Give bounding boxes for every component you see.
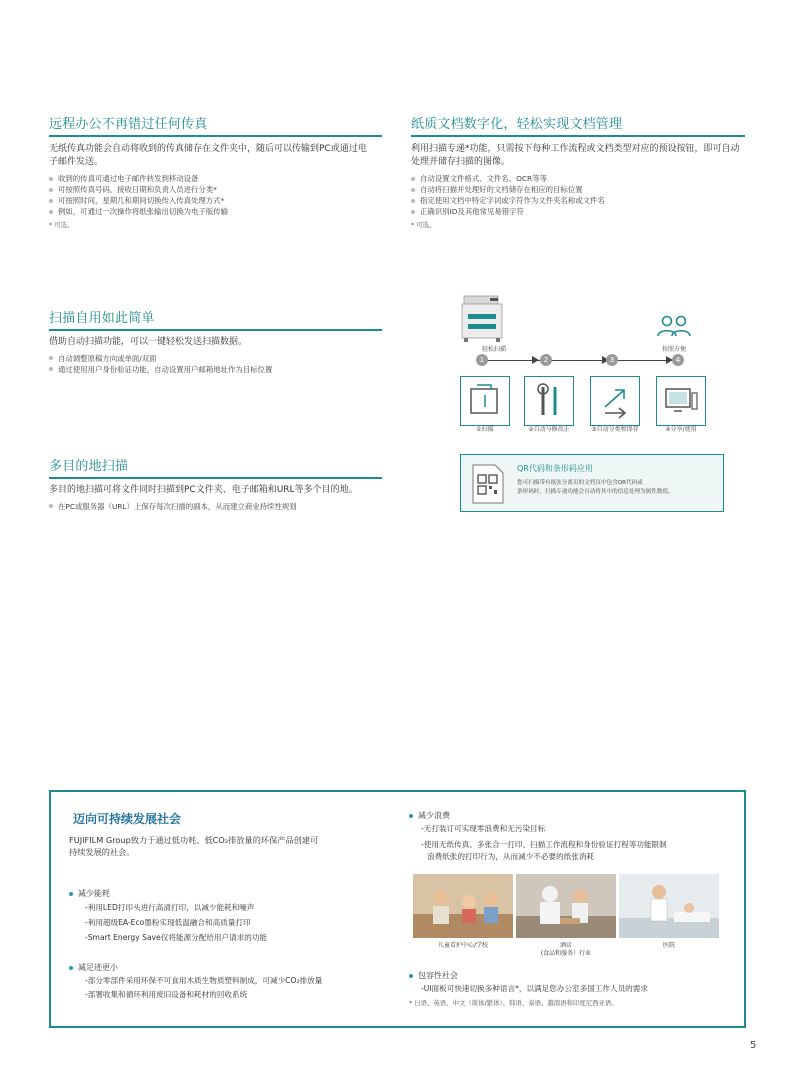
waste-head: 减少浪费	[409, 810, 743, 821]
energy-line: -利用LED打印头进行高清打印，以减少能耗和噪声	[85, 903, 255, 912]
sustain-intro-line2: 持续发展的社会。	[69, 847, 135, 857]
flow-line	[482, 360, 682, 361]
digitize-title: 纸质文档数字化，轻松实现文档管理	[411, 117, 623, 132]
scan-section	[49, 310, 382, 375]
waste-line: -无打装订可实现零浪费和无污染目标	[421, 824, 546, 833]
multi-section	[49, 458, 382, 512]
list-item: 自动设置文件格式、文件名、OCR等等	[411, 173, 745, 184]
waste-line: -使用无纸传真、多张合一打印、扫描工作流程和身份验证打程等功能限制	[421, 840, 667, 849]
digitize-intro: 利用扫描专递*功能，只需按下每种工作流程或文档类型对应的预设按钮，即可自动处理并储存扫描的图像。	[411, 144, 740, 167]
multi-intro: 多目的地扫描可将文件同时扫描到PC文件夹、电子邮箱和URL等多个目的地。	[49, 485, 358, 495]
inclusive-note: * 日语、英语、中文（简体/繁体）、韩语、泰语、越南语和印度尼西亚语。	[409, 999, 618, 1007]
list-item: 例如，可通过一次操作将纸张输出切换为电子版传输	[49, 206, 382, 217]
qr-title: QR代码和条形码应用	[517, 464, 593, 473]
scan-bullets	[49, 353, 382, 375]
share-top-label: 按照方便	[662, 346, 687, 353]
qr-box	[460, 454, 724, 512]
list-item: 指定使用文档中特定字词或字符作为文件夹名称或文件名	[411, 195, 745, 206]
sustain-title: 迈向可持续发展社会	[73, 812, 182, 826]
list-item: 在PC或服务器（URL）上保存每次扫描的副本，从而建立商业持续性规划	[49, 501, 382, 512]
arrow-icon	[532, 356, 539, 364]
multi-bullets	[49, 501, 382, 512]
inclusive-line: -UI面板可快速切换多种语言*，以满足您办公室多国工作人员的需求	[421, 984, 648, 993]
step-box-share	[656, 376, 706, 426]
inclusive-head: 包容性社会	[409, 970, 743, 981]
fax-section	[49, 116, 382, 229]
list-item: 可按照传真号码，接收日期和负责人员进行分类*	[49, 184, 382, 195]
step-label: ③自动分类和保存	[591, 426, 639, 433]
energy-line: -利用超级EA-Eco墨粉实现低温融合和高质量打印	[85, 918, 251, 927]
scan-rule	[49, 329, 382, 331]
fax-note: * 可选。	[49, 221, 74, 229]
photo-caption: 儿童看护中心/学校	[437, 942, 489, 949]
step-label: ②自动与修改正	[528, 426, 570, 433]
fax-bullets	[49, 173, 382, 217]
sustain-intro-line1: FUJIFILM Group致力于通过低功耗、低CO₂排放量的环保产品创建可	[69, 835, 319, 845]
step-box-sort	[590, 376, 640, 426]
fax-title: 远程办公不再错过任何传真	[49, 117, 208, 132]
scan-top-label: 轻松扫描	[482, 346, 507, 353]
digitize-note: * 可选。	[411, 221, 436, 229]
footprint-line: -部分零部件采用环保不可食用木质生物质塑料制成，可减少CO₂排放量	[85, 976, 323, 985]
photo-hospital	[619, 874, 719, 938]
workflow-diagram	[430, 290, 750, 440]
monitor-icon	[657, 377, 705, 425]
list-item: 自动将扫描并处理好的文档储存在相应的目标位置	[411, 184, 745, 195]
fax-rule	[49, 135, 382, 137]
qr-desc-line2: 条形码时，扫描专递功能会自动将其中的信息处理为属性数值。	[517, 489, 674, 495]
step-number: 1	[476, 354, 488, 366]
waste-block	[409, 810, 743, 863]
step-box-correct	[524, 376, 574, 426]
digitize-section	[411, 116, 745, 229]
sort-arrows-icon	[591, 377, 639, 425]
footprint-block	[69, 962, 409, 1001]
inclusive-block	[409, 970, 743, 1007]
photo-caption: 医院	[662, 942, 675, 949]
waste-line: 浪费纸张的打印行为，从而减少不必要的纸张消耗	[427, 852, 595, 861]
list-item: 通过使用用户身份验证功能，自动设置用户邮箱地址作为目标位置	[49, 364, 382, 375]
list-item: 自动调整原稿方向或单面/双面	[49, 353, 382, 364]
page-number: 5	[750, 1040, 757, 1051]
qr-code-icon	[471, 463, 505, 505]
list-item: 收到的传真可通过电子邮件转发到移动设备	[49, 173, 382, 184]
energy-block	[69, 888, 399, 944]
energy-line: -Smart Energy Save仅将能源分配给用户请求的功能	[85, 933, 268, 942]
sustainability-panel	[49, 790, 746, 1028]
step-number: 2	[540, 354, 552, 366]
printer-icon	[460, 292, 504, 342]
digitize-rule	[411, 135, 745, 137]
step-label: ①扫描	[476, 426, 494, 433]
step-number: 3	[606, 354, 618, 366]
step-box-scan	[460, 376, 510, 426]
energy-head: 减少能耗	[69, 888, 399, 899]
digitize-bullets	[411, 173, 745, 217]
footprint-line: -部署收集和循环利用废旧设备和耗材的回收系统	[85, 990, 248, 999]
people-icon	[656, 314, 692, 338]
multi-rule	[49, 477, 382, 479]
photo-caption: 酒店 (食品和服务）行业	[540, 942, 592, 957]
scan-title: 扫描自用如此简单	[49, 311, 155, 326]
scan-intro: 借助自动扫描功能，可以一键轻松发送扫描数据。	[49, 337, 248, 347]
footprint-head: 减足迹更小	[69, 962, 409, 973]
photo-school	[413, 874, 513, 938]
step-label: ④分享/使用	[665, 426, 697, 433]
fax-intro: 无纸传真功能会自动将收到的传真储存在文件夹中，随后可以传输到PC或通过电子邮件发送。	[49, 144, 367, 167]
list-item: 可按照时间，星期几和期间切换传入传真处理方式*	[49, 195, 382, 206]
qr-desc-line1: 您可扫描带有纸张分离页的文档页中包含QR代码或	[517, 480, 643, 486]
document-icon	[461, 377, 509, 425]
photo-hotel	[516, 874, 616, 938]
multi-title: 多目的地扫描	[49, 459, 129, 474]
list-item: 正确识别ID及其他常见易错字符	[411, 206, 745, 217]
tools-icon	[525, 377, 573, 425]
step-number: 4	[672, 354, 684, 366]
